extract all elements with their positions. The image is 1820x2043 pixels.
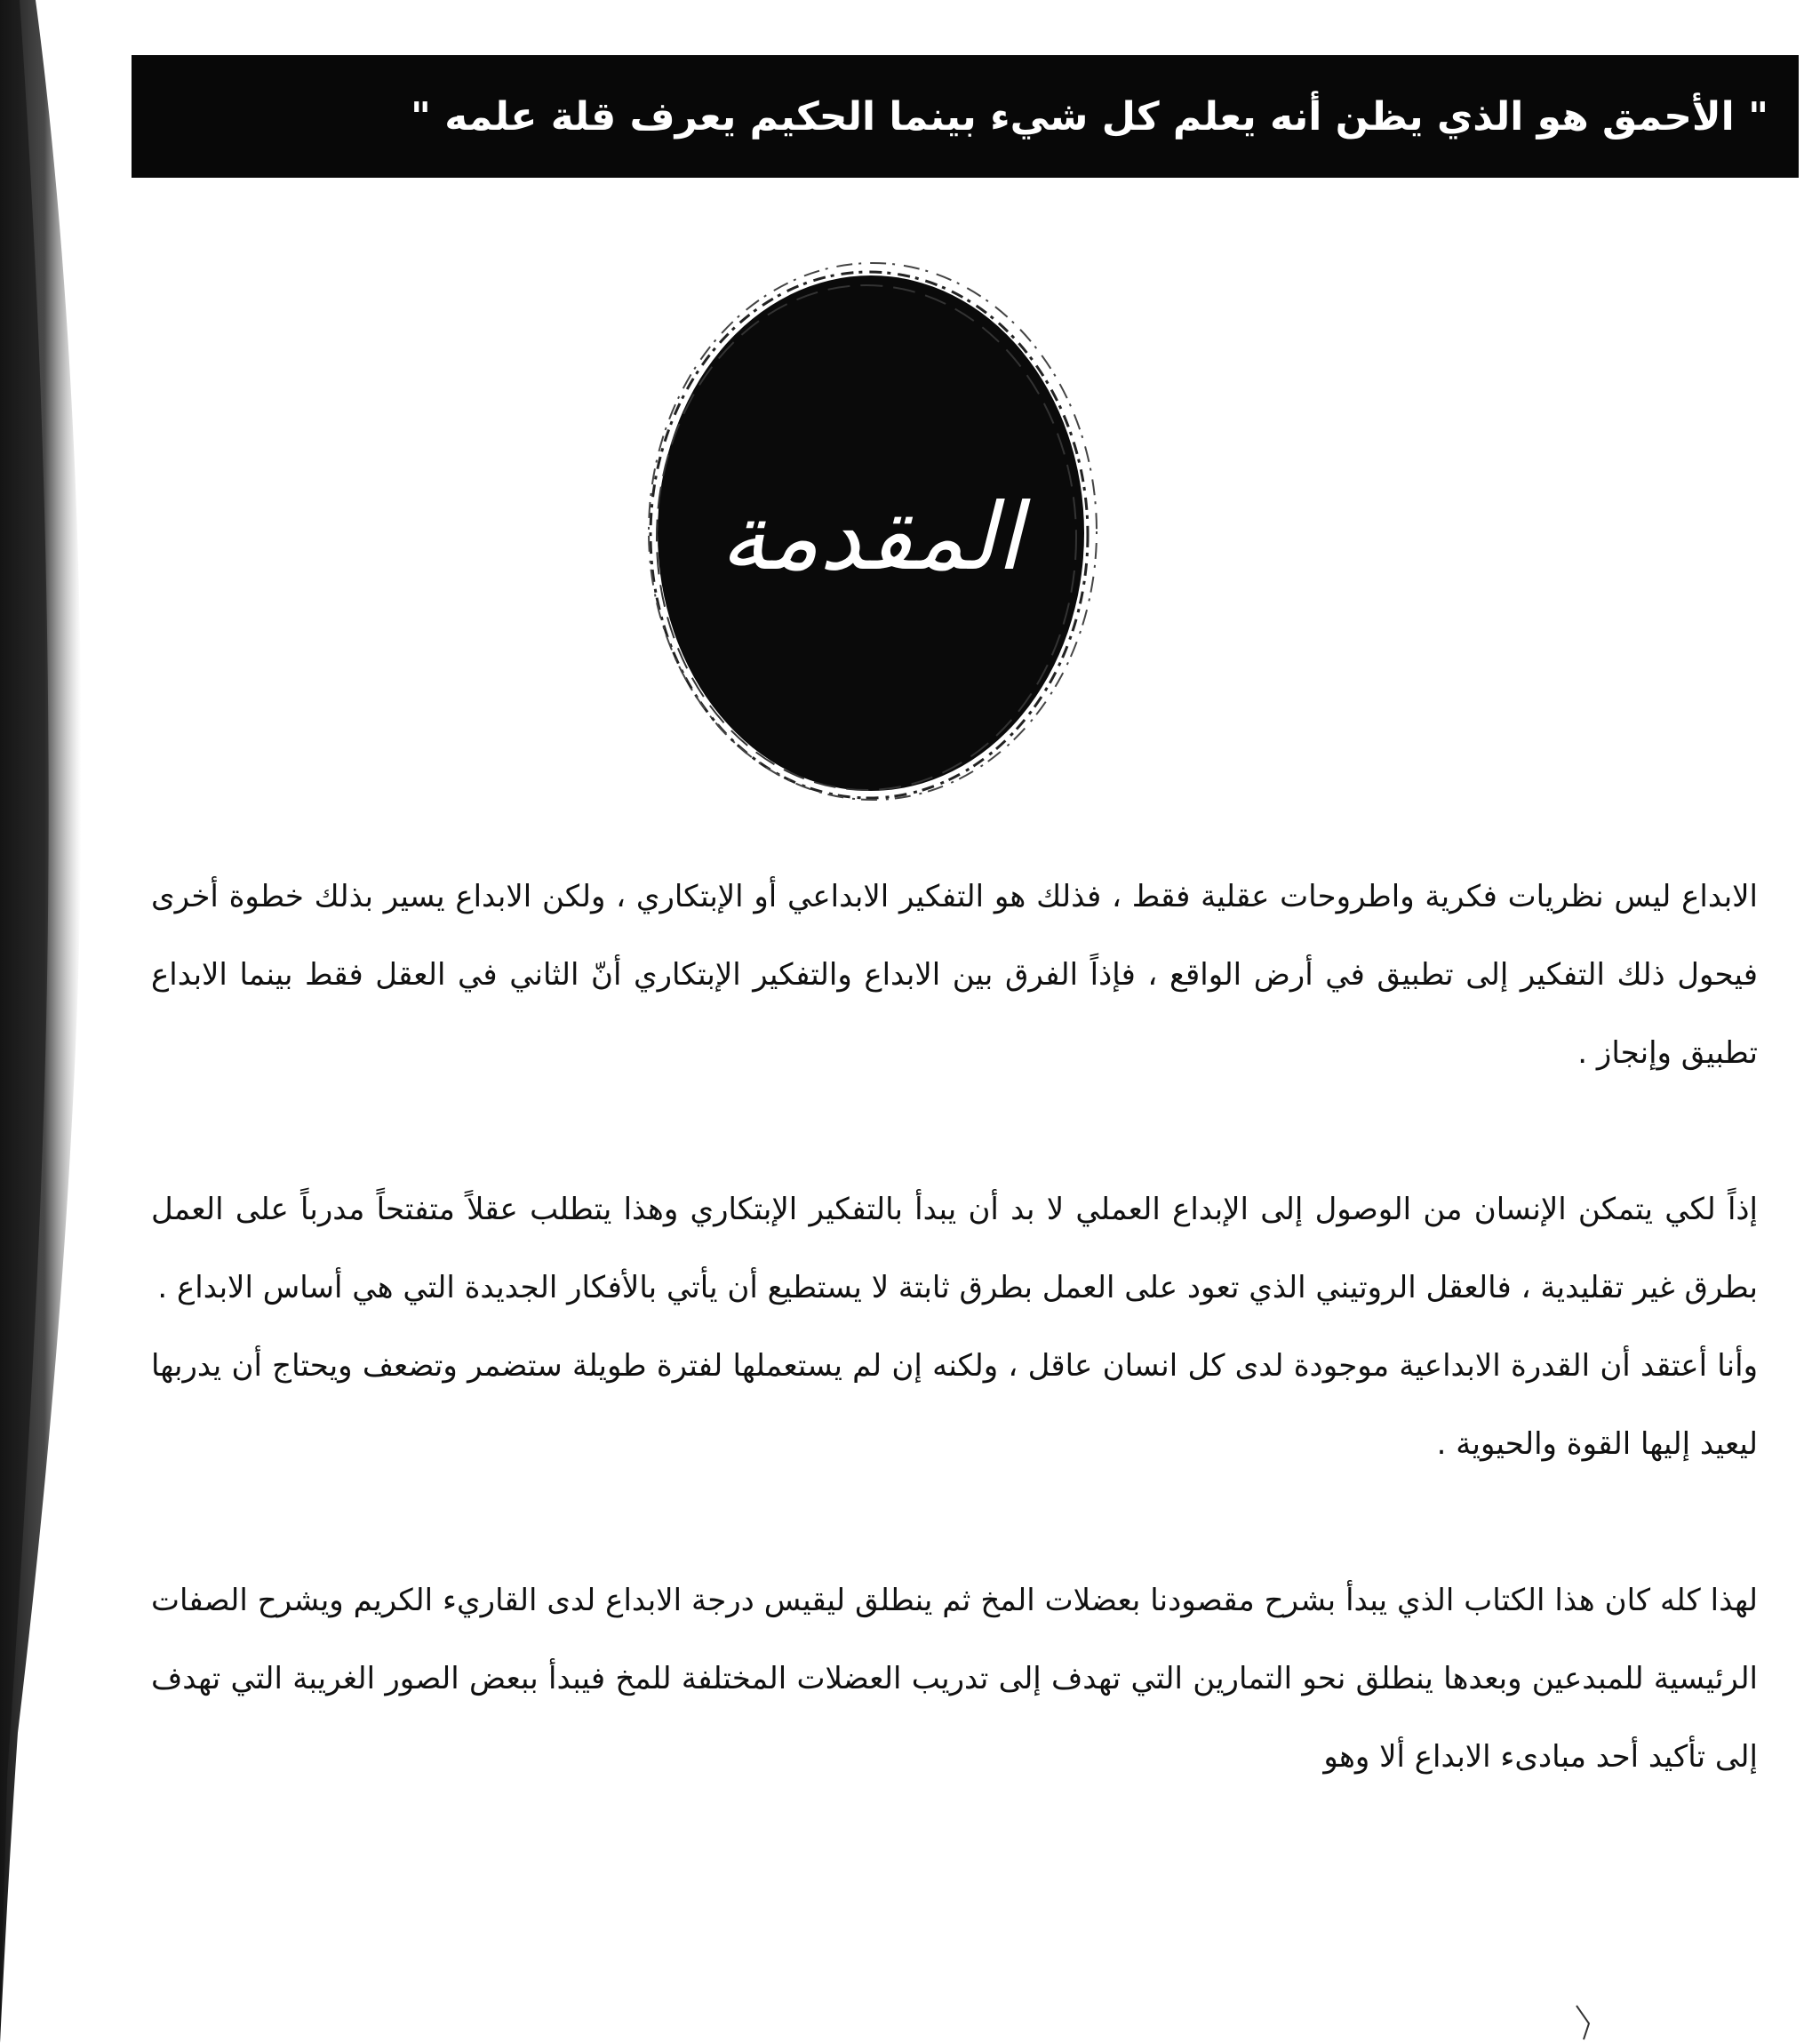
paragraph-2: إذاً لكي يتمكن الإنسان من الوصول إلى الإبداع العملي لا بد أن يبدأ بالتفكير الإبتكاري وهذا يتطلب عقلاً متفتحاً مدرباً على العمل بطرق غير تقليدية ، فالعقل الروتيني الذي تعود على العمل بطرق ثابتة لا يستطيع أن يأتي بالأفكار الجديدة التي هي أساس الابداع . [151,1192,1758,1305]
stray-mark [1573,2004,1600,2043]
body-text [151,858,1758,1796]
paragraph-4: لهذا كله كان هذا الكتاب الذي يبدأ بشرح مقصودنا بعضلات المخ ثم ينطلق ليقيس درجة الابداع لدى القاريء الكريم ويشرح الصفات الرئيسية للمبدعين وبعدها ينطلق نحو التمارين التي تهدف إلى تدريب العضلات المختلفة للمخ فيبدأ ببعض الصور الغريبة التي تهدف إلى تأكيد أحد مبادىء الابداع ألا وهو [151,1583,1758,1775]
page-binding-shadow [0,0,116,2043]
paragraph-spacer [151,1092,1758,1170]
paragraph-3: وأنا أعتقد أن القدرة الابداعية موجودة لدى كل انسان عاقل ، ولكنه إن لم يستعملها لفترة طويلة ستضمر وتضعف ويحتاج أن يدربها ليعيد إليها القوة والحيوية . [151,1348,1758,1462]
introduction-emblem [640,258,1102,809]
paragraph-spacer [151,1483,1758,1561]
header-quote-bar [132,55,1799,178]
paragraph-1: الابداع ليس نظريات فكرية واطروحات عقلية فقط ، فذلك هو التفكير الابداعي أو الإبتكاري ، ولكن الابداع يسير بذلك خطوة أخرى فيحول ذلك التفكير إلى تطبيق في أرض الواقع ، فإذاً الفرق بين الابداع والتفكير الإبتكاري أنّ الثاني في العقل فقط بينما الابداع تطبيق وإنجاز . [151,879,1758,1071]
header-quote-text: " الأحمق هو الذي يظن أنه يعلم كل شيء بينما الحكيم يعرف قلة علمه " [410,93,1768,140]
emblem-title: المقدمة [720,483,1022,591]
